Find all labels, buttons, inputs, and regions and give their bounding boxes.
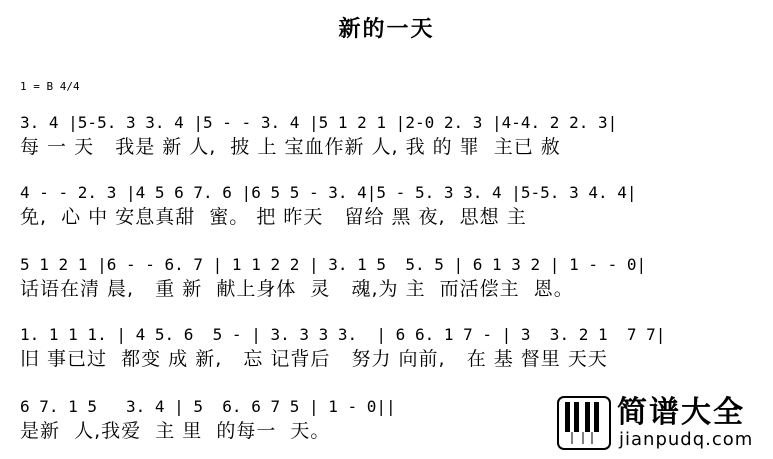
lyrics-line: 是新 人,我爱 主 里 的每一 天。 (20, 420, 331, 442)
key-signature: 1 = B 4/4 (20, 80, 80, 93)
logo-name: 简谱大全 (617, 395, 745, 430)
site-logo (557, 396, 767, 454)
song-title: 新的一天 (338, 17, 435, 42)
score-row-4 (20, 324, 765, 372)
notation-line: 3. 4 |5-5. 3 3. 4 |5 - - 3. 4 |5 1 2 1 |2-0 2. 3 |4-4. 2 2. 3| (20, 113, 618, 132)
notation-line: 1. 1 1 1. | 4 5. 6 5 - | 3. 3 3 3. | 6 6. 1 7 - | 3 3. 2 1 7 7| (20, 325, 666, 344)
lyrics-line: 话语在清 晨, 重 新 献上身体 灵 魂,为 主 而活偿主 恩。 (20, 278, 574, 300)
score-row-2 (20, 182, 765, 230)
score-row-1 (20, 112, 765, 160)
lyrics-line: 旧 事已过 都变 成 新, 忘 记背后 努力 向前, 在 基 督里 天天 (20, 348, 608, 370)
score-row-5 (20, 396, 550, 444)
score-row-3 (20, 254, 765, 302)
lyrics-line: 免, 心 中 安息真甜 蜜。 把 昨天 留给 黑 夜, 思想 主 (20, 206, 527, 228)
logo-url: jianpudq.com (619, 429, 754, 450)
notation-line: 6 7. 1 5 3. 4 | 5 6. 6 7 5 | 1 - 0|| (20, 397, 396, 416)
lyrics-line: 每 一 天 我是 新 人, 披 上 宝血作新 人, 我 的 罪 主已 赦 (20, 136, 561, 158)
piano-keys-icon (557, 396, 611, 450)
notation-line: 4 - - 2. 3 |4 5 6 7. 6 |6 5 5 - 3. 4|5 - 5. 3 3. 4 |5-5. 3 4. 4| (20, 183, 637, 202)
notation-line: 5 1 2 1 |6 - - 6. 7 | 1 1 2 2 | 3. 1 5 5. 5 | 6 1 3 2 | 1 - - 0| (20, 255, 647, 274)
